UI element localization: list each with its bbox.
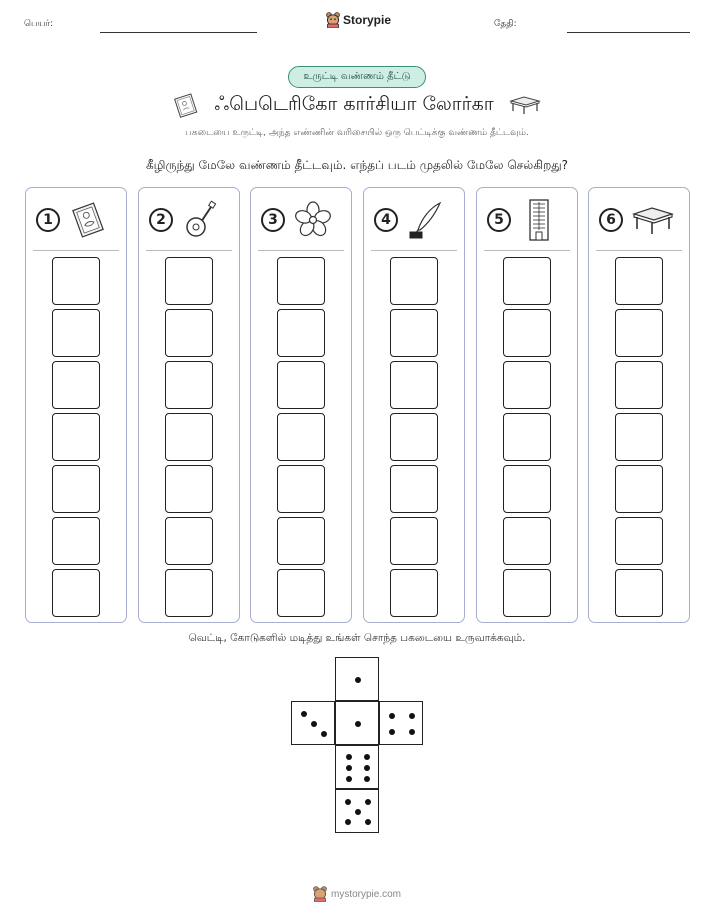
cut-instruction: வெட்டி, கோடுகளில் மடித்து உங்கள் சொந்த பகடையை உருவாக்கவும். [188, 632, 526, 644]
color-box[interactable] [165, 257, 213, 305]
column-6 [588, 187, 690, 623]
book-icon [68, 200, 108, 240]
color-box[interactable] [503, 413, 551, 461]
column-divider [258, 250, 344, 251]
color-box[interactable] [165, 413, 213, 461]
color-box[interactable] [277, 361, 325, 409]
date-label: தேதி: [494, 19, 517, 29]
color-box[interactable] [277, 569, 325, 617]
color-box[interactable] [52, 569, 100, 617]
footer-url: mystorypie.com [330, 888, 401, 900]
guitar-icon [181, 200, 221, 240]
footer [0, 886, 714, 902]
die-face-1 [335, 701, 379, 745]
name-label: பெயர்: [24, 19, 54, 29]
color-box[interactable] [390, 569, 438, 617]
column-number: 1 [36, 208, 60, 232]
column-5 [476, 187, 578, 623]
color-box[interactable] [165, 517, 213, 565]
die-face-1 [335, 657, 379, 701]
color-box[interactable] [503, 465, 551, 513]
color-box[interactable] [165, 569, 213, 617]
die-face-3 [291, 701, 335, 745]
storypie-logo [326, 12, 391, 28]
die-face-4 [379, 701, 423, 745]
color-box[interactable] [52, 309, 100, 357]
page-title: ஃபெடெரிகோ கார்சியா லோர்கா [214, 92, 494, 115]
color-box[interactable] [52, 517, 100, 565]
book-icon [172, 92, 200, 118]
color-box[interactable] [615, 257, 663, 305]
table-icon [508, 94, 542, 116]
column-divider [596, 250, 682, 251]
color-box[interactable] [390, 309, 438, 357]
color-box[interactable] [165, 361, 213, 409]
color-box[interactable] [615, 517, 663, 565]
instruction-subtitle: பகடையை உருட்டி, அந்த எண்ணின் வரிசையில் ஒரு பெட்டிக்கு வண்ணம் தீட்டவும். [185, 128, 529, 138]
flower-icon [293, 200, 333, 240]
column-number: 3 [261, 208, 285, 232]
logo-text: Storypie [343, 13, 392, 27]
color-box[interactable] [615, 465, 663, 513]
die-face-5 [335, 789, 379, 833]
color-box[interactable] [615, 413, 663, 461]
activity-badge: உருட்டி வண்ணம் தீட்டு [288, 66, 426, 88]
quill-icon [406, 200, 446, 240]
question-text: கீழிருந்து மேலே வண்ணம் தீட்டவும். எந்தப் படம் முதலில் மேலே செல்கிறது? [145, 158, 569, 172]
color-box[interactable] [615, 569, 663, 617]
color-box[interactable] [390, 257, 438, 305]
column-number: 5 [487, 208, 511, 232]
color-box[interactable] [390, 413, 438, 461]
color-box[interactable] [52, 413, 100, 461]
color-box[interactable] [277, 413, 325, 461]
color-box[interactable] [52, 257, 100, 305]
column-divider [371, 250, 457, 251]
color-box[interactable] [503, 257, 551, 305]
column-4 [363, 187, 465, 623]
color-box[interactable] [52, 361, 100, 409]
building-icon [519, 198, 559, 242]
color-box[interactable] [503, 361, 551, 409]
color-box[interactable] [165, 465, 213, 513]
color-box[interactable] [503, 569, 551, 617]
color-box[interactable] [277, 309, 325, 357]
column-divider [484, 250, 570, 251]
name-line[interactable] [100, 32, 257, 33]
color-box[interactable] [615, 309, 663, 357]
column-divider [146, 250, 232, 251]
color-box[interactable] [277, 257, 325, 305]
column-divider [33, 250, 119, 251]
color-box[interactable] [615, 361, 663, 409]
color-box[interactable] [277, 465, 325, 513]
color-box[interactable] [390, 517, 438, 565]
die-face-6 [335, 745, 379, 789]
bear-logo-icon [326, 12, 340, 28]
title-row [0, 90, 714, 120]
column-2 [138, 187, 240, 623]
column-1 [25, 187, 127, 623]
color-box[interactable] [390, 361, 438, 409]
color-box[interactable] [52, 465, 100, 513]
color-box[interactable] [503, 517, 551, 565]
date-line[interactable] [567, 32, 690, 33]
color-box[interactable] [277, 517, 325, 565]
column-number: 6 [599, 208, 623, 232]
column-3 [250, 187, 352, 623]
table-icon [631, 203, 675, 237]
column-number: 4 [374, 208, 398, 232]
column-number: 2 [149, 208, 173, 232]
color-box[interactable] [390, 465, 438, 513]
bear-logo-icon [313, 886, 327, 902]
color-box[interactable] [165, 309, 213, 357]
color-box[interactable] [503, 309, 551, 357]
